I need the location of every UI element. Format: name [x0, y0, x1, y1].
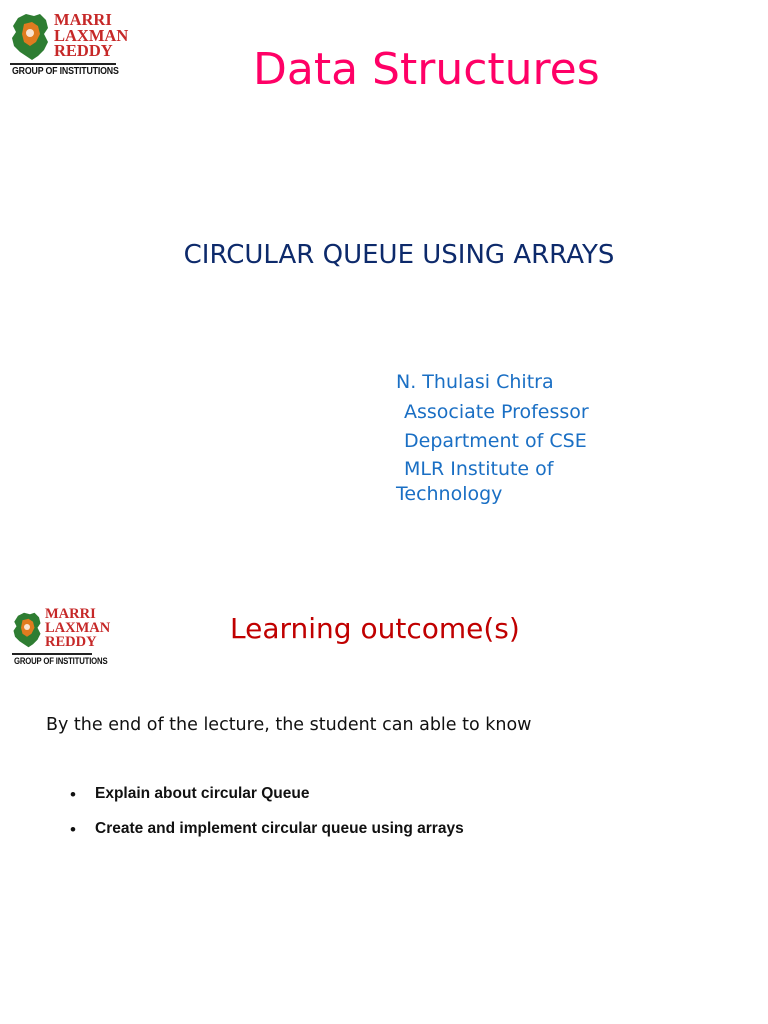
- author-institute-line-2: Technology: [396, 482, 503, 505]
- author-block: [396, 368, 656, 507]
- outcome-text: Create and implement circular queue using arrays: [95, 820, 464, 837]
- author-department: Department of CSE: [404, 430, 587, 452]
- slide-subtitle: CIRCULAR QUEUE USING ARRAYS: [183, 240, 615, 270]
- bullet-icon: •: [70, 785, 76, 804]
- outcome-text: Explain about circular Queue: [95, 785, 310, 802]
- slide-title: Learning outcome(s): [230, 612, 520, 645]
- logo-divider: [12, 653, 92, 655]
- list-item: [70, 785, 464, 820]
- logo-line-3: REDDY: [54, 41, 113, 61]
- intro-text: By the end of the lecture, the student can able to know: [46, 715, 532, 735]
- author-designation: Associate Professor: [404, 400, 589, 423]
- learning-outcomes-slide: [0, 576, 768, 1024]
- logo-tagline: GROUP OF INSTITUTIONS: [14, 656, 108, 666]
- slide-title: Data Structures: [253, 44, 600, 95]
- outcome-list: [70, 785, 464, 855]
- state-map-emblem-icon: [12, 608, 42, 652]
- logo-tagline: GROUP OF INSTITUTIONS: [12, 66, 119, 77]
- author-name: N. Thulasi Chitra: [396, 371, 554, 393]
- logo-line-1: MARRI: [54, 10, 112, 29]
- logo-line-3: REDDY: [45, 633, 97, 650]
- institution-logo: [10, 10, 129, 77]
- institution-logo: [12, 606, 111, 666]
- author-institute-line-1: MLR Institute of: [404, 457, 554, 480]
- state-map-emblem-icon: [10, 12, 50, 62]
- logo-line-2: LAXMAN: [54, 25, 129, 45]
- logo-line-2: LAXMAN: [45, 619, 111, 636]
- list-item: [70, 820, 464, 855]
- bullet-icon: •: [70, 820, 76, 839]
- logo-divider: [10, 63, 116, 65]
- logo-line-1: MARRI: [45, 606, 96, 622]
